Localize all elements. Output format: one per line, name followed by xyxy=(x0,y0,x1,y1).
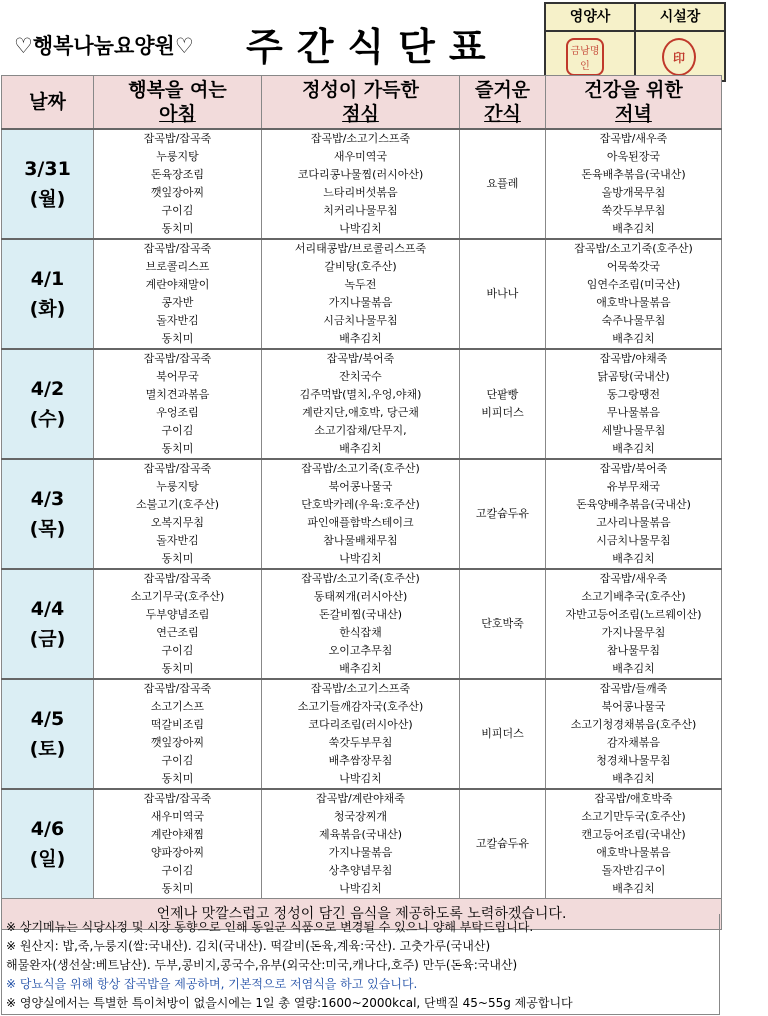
breakfast-item: 소고기무국(호주산) xyxy=(94,588,262,606)
dinner-item: 배추김치 xyxy=(546,550,722,569)
day-weekday: (월) xyxy=(29,188,66,210)
day-date: 4/3 xyxy=(30,488,65,510)
breakfast-item: 잡곡밥/잡곡죽 xyxy=(94,239,262,258)
dinner-item: 임연수조림(미국산) xyxy=(546,276,722,294)
day-weekday: (화) xyxy=(29,298,66,320)
lunch-item: 북어콩나물국 xyxy=(262,478,460,496)
day-cell xyxy=(2,789,94,899)
col-breakfast: 행복을 여는 아침 xyxy=(94,76,262,130)
menu-row xyxy=(2,166,722,184)
menu-row xyxy=(2,239,722,258)
menu-row xyxy=(2,276,722,294)
dinner-item: 돌자반김구이 xyxy=(546,862,722,880)
menu-row xyxy=(2,459,722,478)
menu-row xyxy=(2,349,722,368)
day-weekday: (토) xyxy=(29,738,66,760)
dinner-item: 참나물무침 xyxy=(546,642,722,660)
dinner-item: 올방개묵무침 xyxy=(546,184,722,202)
dinner-item: 애호박나물볶음 xyxy=(546,844,722,862)
snack-item: 비피더스 xyxy=(481,406,524,419)
menu-row xyxy=(2,752,722,770)
dinner-item: 배추김치 xyxy=(546,440,722,459)
menu-row xyxy=(2,588,722,606)
dinner-item: 닭곰탕(국내산) xyxy=(546,368,722,386)
day-weekday: (일) xyxy=(29,848,66,870)
dinner-item: 소고기배추국(호주산) xyxy=(546,588,722,606)
day-date: 4/5 xyxy=(30,708,65,730)
lunch-item: 시금치나물무침 xyxy=(262,312,460,330)
breakfast-item: 계란야채찜 xyxy=(94,826,262,844)
day-date: 4/6 xyxy=(30,818,65,840)
menu-row xyxy=(2,404,722,422)
menu-row xyxy=(2,294,722,312)
breakfast-item: 잡곡밥/잡곡죽 xyxy=(94,349,262,368)
lunch-item: 갈비탕(호주산) xyxy=(262,258,460,276)
page-header xyxy=(0,0,723,75)
lunch-item: 가지나물볶음 xyxy=(262,844,460,862)
breakfast-item: 연근조림 xyxy=(94,624,262,642)
dinner-item: 잡곡밥/들깨죽 xyxy=(546,679,722,698)
breakfast-item: 동치미 xyxy=(94,330,262,349)
dinner-item: 캔고등어조림(국내산) xyxy=(546,826,722,844)
lunch-item: 상추양념무침 xyxy=(262,862,460,880)
menu-row xyxy=(2,770,722,789)
menu-row xyxy=(2,258,722,276)
lunch-item: 느타리버섯볶음 xyxy=(262,184,460,202)
breakfast-item: 북어무국 xyxy=(94,368,262,386)
dinner-item: 배추김치 xyxy=(546,880,722,899)
day-date: 3/31 xyxy=(24,158,71,180)
breakfast-item: 동치미 xyxy=(94,880,262,899)
lunch-item: 김주먹밥(멸치,우엉,야채) xyxy=(262,386,460,404)
lunch-item: 단호박카레(우육:호주산) xyxy=(262,496,460,514)
lunch-item: 배추김치 xyxy=(262,330,460,349)
snack-item: 고칼슘두유 xyxy=(475,507,530,520)
closing-message: 언제나 맛깔스럽고 정성이 담긴 음식을 제공하도록 노력하겠습니다. xyxy=(2,899,722,930)
breakfast-item: 우엉조림 xyxy=(94,404,262,422)
lunch-item: 나박김치 xyxy=(262,550,460,569)
breakfast-item: 양파장아찌 xyxy=(94,844,262,862)
lunch-item: 코다리조림(러시아산) xyxy=(262,716,460,734)
menu-row xyxy=(2,624,722,642)
lunch-item: 잡곡밥/계란야채죽 xyxy=(262,789,460,808)
menu-row xyxy=(2,642,722,660)
lunch-item: 가지나물볶음 xyxy=(262,294,460,312)
dinner-item: 시금치나물무침 xyxy=(546,532,722,550)
lunch-item: 배추김치 xyxy=(262,440,460,459)
lunch-item: 오이고추무침 xyxy=(262,642,460,660)
col-snack: 즐거운 간식 xyxy=(460,76,546,130)
director-label: 시설장 xyxy=(636,4,724,32)
breakfast-item: 구이김 xyxy=(94,862,262,880)
lunch-item: 돈갈비찜(국내산) xyxy=(262,606,460,624)
day-weekday: (수) xyxy=(29,408,66,430)
lunch-item: 치커리나물무침 xyxy=(262,202,460,220)
dinner-item: 잡곡밥/새우죽 xyxy=(546,569,722,588)
menu-row xyxy=(2,514,722,532)
breakfast-item: 누룽지탕 xyxy=(94,478,262,496)
lunch-item: 계란지단,애호박, 당근채 xyxy=(262,404,460,422)
lunch-item: 잔치국수 xyxy=(262,368,460,386)
menu-row xyxy=(2,789,722,808)
snack-cell xyxy=(460,679,546,789)
breakfast-item: 잡곡밥/잡곡죽 xyxy=(94,789,262,808)
note-1: ※ 상기메뉴는 식당사정 및 시장 동향으로 인해 동일군 식품으로 변경될 수 있으니 양해 부탁드립니다. xyxy=(6,920,534,934)
day-cell xyxy=(2,349,94,459)
menu-row xyxy=(2,679,722,698)
breakfast-item: 누룽지탕 xyxy=(94,148,262,166)
lunch-item: 코다리콩나물찜(러시아산) xyxy=(262,166,460,184)
lunch-item: 청국장찌개 xyxy=(262,808,460,826)
dinner-item: 유부무채국 xyxy=(546,478,722,496)
snack-cell xyxy=(460,349,546,459)
col-date: 날짜 xyxy=(2,76,94,130)
dinner-item: 애호박나물볶음 xyxy=(546,294,722,312)
lunch-item: 잡곡밥/소고기죽(호주산) xyxy=(262,459,460,478)
breakfast-item: 구이김 xyxy=(94,642,262,660)
menu-row xyxy=(2,440,722,459)
menu-row xyxy=(2,606,722,624)
menu-row xyxy=(2,532,722,550)
day-date: 4/4 xyxy=(30,598,65,620)
lunch-item: 배추쌈장무침 xyxy=(262,752,460,770)
snack-cell xyxy=(460,129,546,239)
day-cell xyxy=(2,679,94,789)
notes-box xyxy=(1,914,720,1015)
snack-item: 비피더스 xyxy=(481,727,524,740)
lunch-item: 서리태콩밥/브로콜리스프죽 xyxy=(262,239,460,258)
breakfast-item: 잡곡밥/잡곡죽 xyxy=(94,459,262,478)
breakfast-item: 돌자반김 xyxy=(94,312,262,330)
lunch-item: 동태찌개(러시아산) xyxy=(262,588,460,606)
breakfast-item: 두부양념조림 xyxy=(94,606,262,624)
menu-row xyxy=(2,220,722,239)
lunch-item: 쑥갓두부무침 xyxy=(262,734,460,752)
lunch-item: 배추김치 xyxy=(262,660,460,679)
menu-row xyxy=(2,129,722,148)
dinner-item: 배추김치 xyxy=(546,660,722,679)
breakfast-item: 동치미 xyxy=(94,550,262,569)
menu-row xyxy=(2,862,722,880)
day-cell xyxy=(2,129,94,239)
breakfast-item: 새우미역국 xyxy=(94,808,262,826)
breakfast-item: 잡곡밥/잡곡죽 xyxy=(94,679,262,698)
menu-row xyxy=(2,550,722,569)
menu-row xyxy=(2,716,722,734)
snack-item: 바나나 xyxy=(486,287,519,300)
dinner-item: 잡곡밥/새우죽 xyxy=(546,129,722,148)
approval-box xyxy=(544,2,726,82)
dinner-item: 소고기만두국(호주산) xyxy=(546,808,722,826)
breakfast-item: 떡갈비조림 xyxy=(94,716,262,734)
menu-row xyxy=(2,184,722,202)
dinner-item: 쑥갓두부무침 xyxy=(546,202,722,220)
breakfast-item: 오복지무침 xyxy=(94,514,262,532)
table-header-row xyxy=(2,76,722,130)
dinner-item: 잡곡밥/애호박죽 xyxy=(546,789,722,808)
dinner-item: 동그랑땡전 xyxy=(546,386,722,404)
dinner-item: 무나물볶음 xyxy=(546,404,722,422)
lunch-item: 잡곡밥/북어죽 xyxy=(262,349,460,368)
breakfast-item: 돈육장조림 xyxy=(94,166,262,184)
breakfast-item: 동치미 xyxy=(94,220,262,239)
dinner-item: 아욱된장국 xyxy=(546,148,722,166)
dinner-item: 잡곡밥/북어죽 xyxy=(546,459,722,478)
dinner-item: 감자채볶음 xyxy=(546,734,722,752)
menu-row xyxy=(2,698,722,716)
dinner-item: 자반고등어조림(노르웨이산) xyxy=(546,606,722,624)
col-lunch: 정성이 가득한 점심 xyxy=(262,76,460,130)
breakfast-item: 동치미 xyxy=(94,770,262,789)
breakfast-item: 동치미 xyxy=(94,660,262,679)
menu-row xyxy=(2,496,722,514)
snack-item: 요플레 xyxy=(486,177,519,190)
lunch-item: 녹두전 xyxy=(262,276,460,294)
breakfast-item: 소고기스프 xyxy=(94,698,262,716)
director-stamp: 印 xyxy=(662,38,696,76)
dinner-item: 잡곡밥/소고기죽(호주산) xyxy=(546,239,722,258)
dinner-item: 어묵쑥갓국 xyxy=(546,258,722,276)
note-4: ※ 당뇨식을 위해 항상 잡곡밥을 제공하며, 기본적으로 저염식을 하고 있습니다. xyxy=(6,977,418,991)
menu-row xyxy=(2,734,722,752)
dinner-item: 소고기청경채볶음(호주산) xyxy=(546,716,722,734)
nutritionist-label: 영양사 xyxy=(546,4,634,32)
dinner-item: 북어콩나물국 xyxy=(546,698,722,716)
nutritionist-stamp: 금남명인 xyxy=(566,38,604,76)
lunch-item: 소고기들깨감자국(호주산) xyxy=(262,698,460,716)
breakfast-item: 구이김 xyxy=(94,422,262,440)
menu-row xyxy=(2,478,722,496)
note-2: ※ 원산지: 밥,죽,누룽지(쌀:국내산). 김치(국내산). 떡갈비(돈육,계육:국산). 고춧가루(국내산) xyxy=(6,939,491,953)
dinner-item: 배추김치 xyxy=(546,770,722,789)
breakfast-item: 동치미 xyxy=(94,440,262,459)
day-weekday: (금) xyxy=(29,628,66,650)
institution-name: ♡행복나눔요양원♡ xyxy=(14,34,194,58)
nutritionist-sign xyxy=(546,4,636,80)
lunch-item: 잡곡밥/소고기스프죽 xyxy=(262,679,460,698)
snack-cell xyxy=(460,569,546,679)
snack-cell xyxy=(460,459,546,569)
breakfast-item: 콩자반 xyxy=(94,294,262,312)
lunch-item: 파인애플함박스테이크 xyxy=(262,514,460,532)
lunch-item: 한식잡채 xyxy=(262,624,460,642)
breakfast-item: 깻잎장아찌 xyxy=(94,184,262,202)
dinner-item: 고사리나물볶음 xyxy=(546,514,722,532)
menu-row xyxy=(2,880,722,899)
lunch-item: 나박김치 xyxy=(262,770,460,789)
day-date: 4/1 xyxy=(30,268,65,290)
breakfast-item: 돌자반김 xyxy=(94,532,262,550)
snack-item: 단호박죽 xyxy=(481,617,524,630)
snack-cell xyxy=(460,239,546,349)
snack-item: 단팥빵 xyxy=(486,388,519,401)
day-weekday: (목) xyxy=(29,518,66,540)
dinner-item: 잡곡밥/야채죽 xyxy=(546,349,722,368)
menu-row xyxy=(2,368,722,386)
menu-row xyxy=(2,312,722,330)
lunch-item: 새우미역국 xyxy=(262,148,460,166)
lunch-item: 참나물배채무침 xyxy=(262,532,460,550)
lunch-item: 나박김치 xyxy=(262,220,460,239)
director-sign xyxy=(636,4,724,80)
menu-row xyxy=(2,826,722,844)
day-cell xyxy=(2,239,94,349)
menu-row xyxy=(2,844,722,862)
dinner-item: 돈육양배추볶음(국내산) xyxy=(546,496,722,514)
menu-row xyxy=(2,330,722,349)
note-5: ※ 영양실에서는 특별한 특이처방이 없을시에는 1일 총 열량:1600~2000kcal, 단백질 45~55g 제공합니다 xyxy=(6,996,573,1010)
breakfast-item: 깻잎장아찌 xyxy=(94,734,262,752)
dinner-item: 가지나물무침 xyxy=(546,624,722,642)
day-cell xyxy=(2,459,94,569)
menu-table xyxy=(1,75,722,930)
menu-row xyxy=(2,808,722,826)
menu-row xyxy=(2,148,722,166)
breakfast-item: 구이김 xyxy=(94,202,262,220)
dinner-item: 청경채나물무침 xyxy=(546,752,722,770)
lunch-item: 소고기잡채/단무지, xyxy=(262,422,460,440)
lunch-item: 잡곡밥/소고기스프죽 xyxy=(262,129,460,148)
breakfast-item: 잡곡밥/잡곡죽 xyxy=(94,569,262,588)
menu-row xyxy=(2,202,722,220)
menu-row xyxy=(2,660,722,679)
lunch-item: 잡곡밥/소고기죽(호주산) xyxy=(262,569,460,588)
menu-row xyxy=(2,569,722,588)
menu-row xyxy=(2,386,722,404)
breakfast-item: 브로콜리스프 xyxy=(94,258,262,276)
dinner-item: 돈육배추볶음(국내산) xyxy=(546,166,722,184)
dinner-item: 숙주나물무침 xyxy=(546,312,722,330)
dinner-item: 세발나물무침 xyxy=(546,422,722,440)
col-dinner: 건강을 위한 저녁 xyxy=(546,76,722,130)
snack-cell xyxy=(460,789,546,899)
page-title: 주간식단표 xyxy=(246,25,500,69)
breakfast-item: 소불고기(호주산) xyxy=(94,496,262,514)
snack-item: 고칼슘두유 xyxy=(475,837,530,850)
lunch-item: 나박김치 xyxy=(262,880,460,899)
breakfast-item: 잡곡밥/잡곡죽 xyxy=(94,129,262,148)
breakfast-item: 계란야채말이 xyxy=(94,276,262,294)
day-cell xyxy=(2,569,94,679)
day-date: 4/2 xyxy=(30,378,65,400)
lunch-item: 제육볶음(국내산) xyxy=(262,826,460,844)
note-3: 해물완자(생선살:베트남산). 두부,콩비지,콩국수,유부(외국산:미국,캐나다,호주) 만두(돈육:국내산) xyxy=(6,958,518,972)
breakfast-item: 구이김 xyxy=(94,752,262,770)
dinner-item: 배추김치 xyxy=(546,330,722,349)
breakfast-item: 멸치견과볶음 xyxy=(94,386,262,404)
dinner-item: 배추김치 xyxy=(546,220,722,239)
menu-row xyxy=(2,422,722,440)
